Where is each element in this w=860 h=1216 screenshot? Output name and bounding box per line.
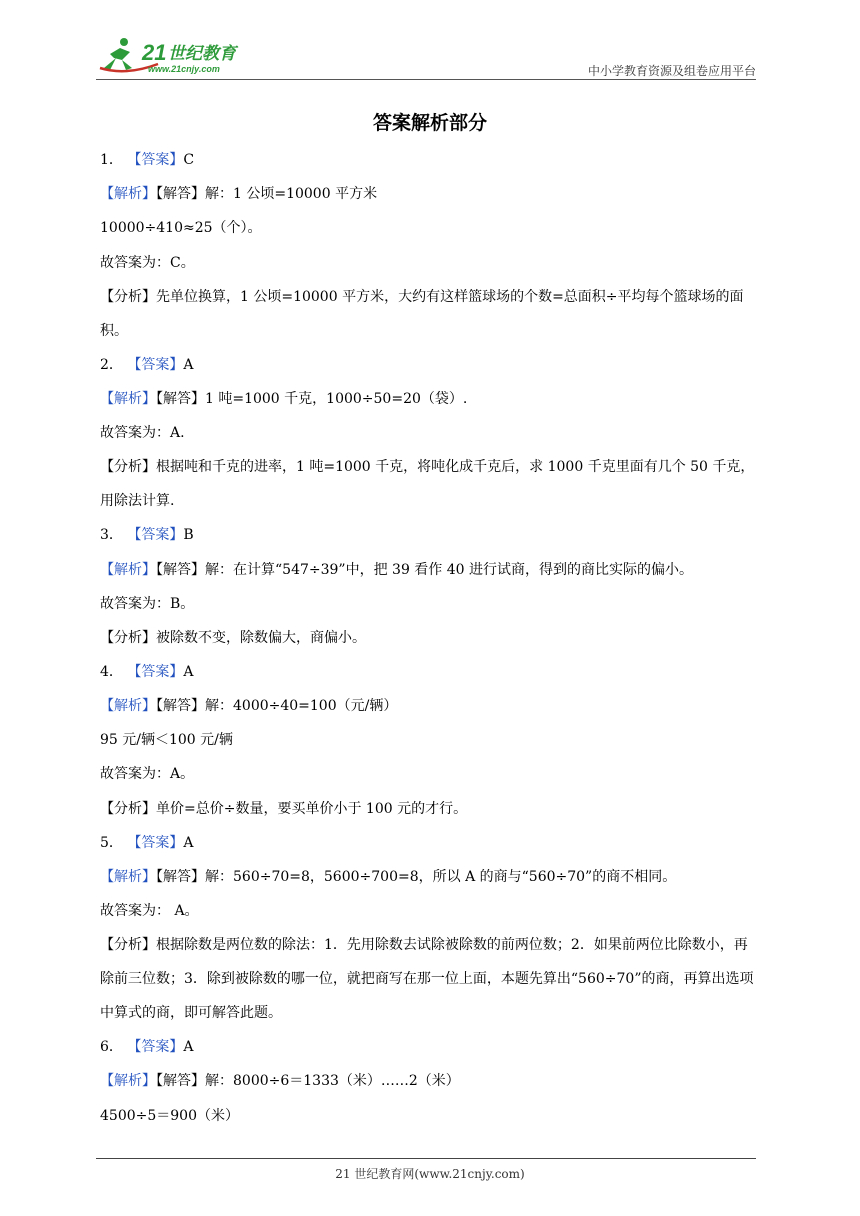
solution-line xyxy=(100,218,756,238)
solution-text: 解：8000÷6＝1333（米）……2（米） xyxy=(205,1073,460,1090)
svg-text:世纪教育: 世纪教育 xyxy=(168,44,236,64)
analysis-tag: 【解析】 xyxy=(100,186,156,203)
page-title: 答案解析部分 xyxy=(372,112,487,134)
analysis-line xyxy=(100,450,756,518)
answer-tag: 【答案】 xyxy=(127,1039,184,1056)
question-number: 6． xyxy=(100,1039,123,1056)
solution-line xyxy=(100,423,756,443)
header-platform-text: 中小学教育资源及组卷应用平台 xyxy=(587,64,756,78)
analysis-label: 【分析】 xyxy=(100,288,156,305)
answer-tag: 【答案】 xyxy=(127,356,184,373)
analysis-text: 根据吨和千克的进率，1 吨=1000 千克，将吨化成千克后，求 1000 千克里面有几个 50 千克，用除法计算. xyxy=(100,459,755,510)
answer-tag: 【答案】 xyxy=(127,152,184,168)
answer-value: A xyxy=(183,834,194,851)
solution-text: 解：4000÷40=100（元/辆） xyxy=(205,698,398,715)
solution-text: 故答案为：A. xyxy=(100,425,185,442)
analysis-tag: 【解析】 xyxy=(100,698,156,715)
answer-value: A xyxy=(183,356,194,373)
solution-text: 解：560÷70=8，5600÷700=8，所以 A 的商与“560÷70”的商不相同。 xyxy=(205,868,677,885)
analysis-tag: 【解析】 xyxy=(100,561,156,578)
answer-content xyxy=(100,150,756,1140)
question-number: 5． xyxy=(100,834,123,851)
question-number: 2． xyxy=(100,356,123,373)
analysis-text: 被除数不变，除数偏大，商偏小。 xyxy=(156,629,366,646)
solution-text: 故答案为：A。 xyxy=(100,766,195,783)
answer-line xyxy=(100,662,756,682)
solution-line xyxy=(100,867,756,887)
solution-text: 解：1 公顷=10000 平方米 xyxy=(205,186,378,203)
solution-line xyxy=(100,901,756,921)
analysis-line xyxy=(100,280,756,348)
answer-line xyxy=(100,1037,756,1057)
solution-text: 解：在计算“547÷39”中，把 39 看作 40 进行试商，得到的商比实际的偏小。 xyxy=(205,561,694,578)
solution-line xyxy=(100,764,756,784)
solution-text: 故答案为： A。 xyxy=(100,903,199,919)
solution-text: 95 元/辆＜100 元/辆 xyxy=(100,732,233,749)
analysis-label: 【分析】 xyxy=(100,459,156,476)
solution-line xyxy=(100,1106,756,1126)
answer-line xyxy=(100,150,756,170)
answer-value: B xyxy=(183,527,194,544)
logo-graphic xyxy=(96,34,266,78)
analysis-label: 【分析】 xyxy=(100,937,156,954)
page-header xyxy=(96,34,756,80)
svg-text:21: 21 xyxy=(142,40,167,65)
analysis-label: 【分析】 xyxy=(100,800,156,817)
page-footer: 21 世纪教育网(www.21cnjy.com) xyxy=(335,1167,525,1181)
analysis-line xyxy=(100,621,756,655)
answer-tag: 【答案】 xyxy=(127,834,184,851)
solution-line xyxy=(100,594,756,614)
analysis-text: 单价=总价÷数量，要买单价小于 100 元的才行。 xyxy=(156,800,468,817)
analysis-tag: 【解析】 xyxy=(100,868,156,885)
solution-line xyxy=(100,184,756,204)
analysis-text: 先单位换算，1 公顷=10000 平方米，大约有这样篮球场的个数=总面积÷平均每个篮球场的面积。 xyxy=(100,288,744,339)
solution-tag: 【解答】 xyxy=(156,390,205,407)
answer-tag: 【答案】 xyxy=(127,527,184,544)
solution-line xyxy=(100,696,756,716)
header-divider xyxy=(96,79,756,80)
solution-line xyxy=(100,1071,756,1091)
svg-text:www.21cnjy.com: www.21cnjy.com xyxy=(148,64,220,74)
solution-tag: 【解答】 xyxy=(156,698,205,715)
solution-text: 4500÷5＝900（米） xyxy=(100,1107,239,1124)
solution-tag: 【解答】 xyxy=(156,561,205,578)
solution-text: 1 吨=1000 千克，1000÷50=20（袋）. xyxy=(205,390,468,407)
analysis-text: 根据除数是两位数的除法：1．先用除数去试除被除数的前两位数；2．如果前两位比除数小，再除前三位数；3．除到被除数的哪一位，就把商写在那一位上面，本题先算出“560÷70”的商，再算出选项中算式的商，即可解答此题。 xyxy=(100,937,754,1022)
question-number: 1． xyxy=(100,152,123,168)
analysis-tag: 【解析】 xyxy=(100,390,156,407)
solution-text: 故答案为：B。 xyxy=(100,595,195,612)
footer-divider xyxy=(96,1158,756,1159)
logo xyxy=(96,34,266,78)
solution-line xyxy=(100,560,756,580)
answer-value: C xyxy=(183,152,195,168)
question-number: 4． xyxy=(100,663,123,680)
solution-line xyxy=(100,389,756,409)
solution-text: 故答案为：C。 xyxy=(100,254,195,271)
question-number: 3． xyxy=(100,527,123,544)
analysis-line xyxy=(100,928,756,1030)
analysis-tag: 【解析】 xyxy=(100,1073,156,1090)
answer-line xyxy=(100,355,756,375)
answer-line xyxy=(100,833,756,853)
solution-tag: 【解答】 xyxy=(156,186,205,203)
answer-value: A xyxy=(183,1039,194,1056)
solution-tag: 【解答】 xyxy=(156,868,205,885)
solution-line xyxy=(100,253,756,273)
solution-text: 10000÷410≈25（个）。 xyxy=(100,220,262,237)
answer-line xyxy=(100,525,756,545)
answer-tag: 【答案】 xyxy=(127,663,184,680)
solution-line xyxy=(100,730,756,750)
analysis-line xyxy=(100,792,756,826)
solution-tag: 【解答】 xyxy=(156,1073,205,1090)
analysis-label: 【分析】 xyxy=(100,629,156,646)
answer-value: A xyxy=(183,663,194,680)
